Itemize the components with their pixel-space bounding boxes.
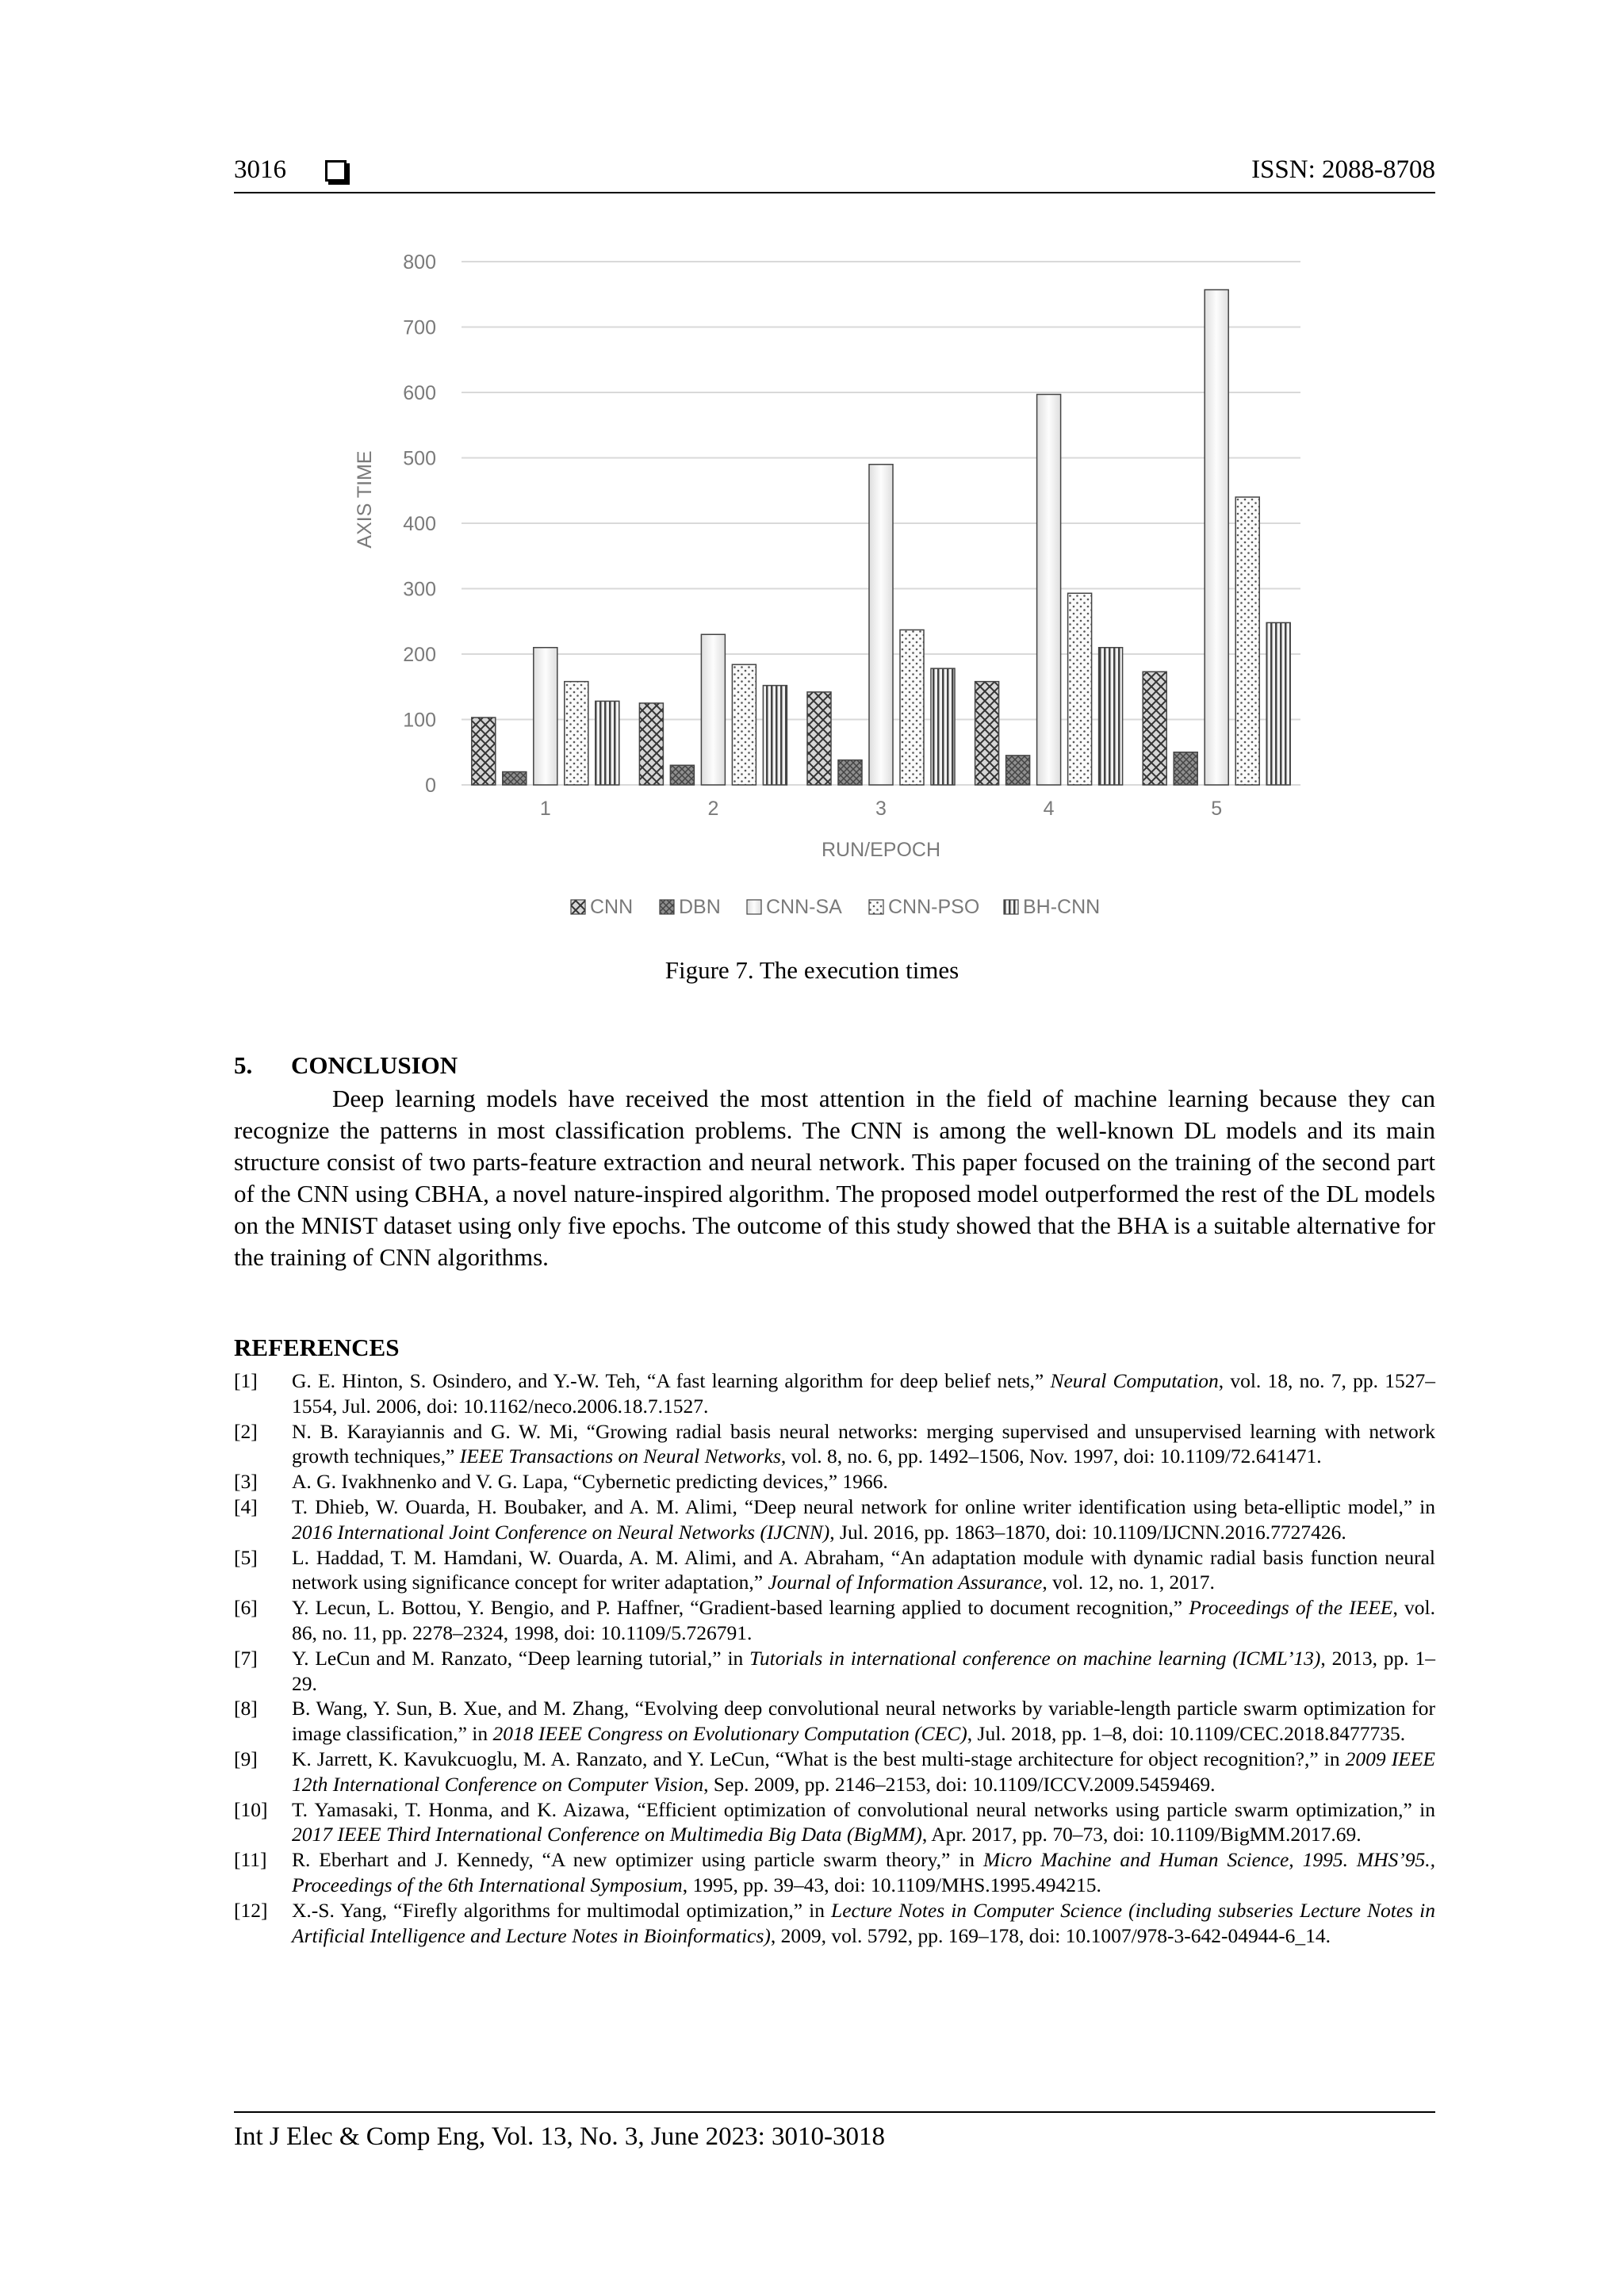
square-bullet-icon [325, 160, 347, 182]
bar-bh-cnn-2 [763, 686, 787, 785]
legend-swatch-cnn [571, 900, 585, 914]
bar-dbn-3 [838, 760, 862, 785]
bar-cnn-sa-1 [534, 648, 557, 785]
bar-cnn-sa-4 [1037, 394, 1061, 785]
legend-label: CNN-SA [766, 896, 842, 918]
reference-text: B. Wang, Y. Sun, B. Xue, and M. Zhang, “Evolving deep convolutional neural networks by variable-length particle swarm optimization for image classification,” in 2018 IEEE Congress on Evolutionary Computation (CEC), Jul. 2018, pp. 1–8, doi: 10.1109/CEC.2018.8477735. [292, 1697, 1435, 1746]
reference-text: N. B. Karayiannis and G. W. Mi, “Growing radial basis neural networks: merging supervised and unsupervised learning with network growth techniques,” IEEE Transactions on Neural Networks, vol. 8, no. 6, pp. 1492–1506, Nov. 1997, doi: 10.1109/72.641471. [292, 1419, 1435, 1468]
x-axis-label: RUN/EPOCH [821, 839, 941, 861]
page-number: 3016 [234, 155, 286, 184]
reference-text: G. E. Hinton, S. Osindero, and Y.-W. Teh, “A fast learning algorithm for deep belief nets,” Neural Computation, vol. 18, no. 7, pp. 1527–1554, Jul. 2006, doi: 10.1162/neco.2006.18.7.1527. [292, 1369, 1435, 1418]
bar-cnn-2 [639, 703, 663, 785]
legend-swatch-cnn-pso [869, 900, 883, 914]
x-tick-label: 4 [1043, 798, 1055, 820]
reference-text: Y. LeCun and M. Ranzato, “Deep learning tutorial,” in Tutorials in international conference on machine learning (ICML’13), 2013, pp. 1–29. [292, 1646, 1436, 1695]
reference-number: [2] [234, 1419, 258, 1443]
page-footer: Int J Elec & Comp Eng, Vol. 13, No. 3, June 2023: 3010-3018 [234, 2111, 1435, 2152]
x-tick-label: 1 [539, 798, 551, 820]
y-tick-label: 200 [403, 644, 436, 666]
reference-venue: 2018 IEEE Congress on Evolutionary Computation (CEC) [492, 1722, 967, 1746]
reference-text: T. Yamasaki, T. Honma, and K. Aizawa, “Efficient optimization of convolutional neural networks using particle swarm optimization,” in 2017 IEEE Third International Conference on Multimedia Big Data (BigMM), Apr. 2017, pp. 70–73, doi: 10.1109/BigMM.2017.69. [292, 1797, 1435, 1846]
bar-cnn-pso-4 [1068, 593, 1092, 785]
bar-bh-cnn-5 [1266, 622, 1290, 785]
bar-cnn-sa-2 [701, 634, 725, 785]
legend-label: DBN [679, 896, 721, 918]
y-tick-label: 500 [403, 447, 436, 470]
bar-cnn-pso-5 [1235, 497, 1259, 785]
reference-text: X.-S. Yang, “Firefly algorithms for multimodal optimization,” in Lecture Notes in Computer Science (including subseries Lecture Notes in Artificial Intelligence and Lecture Notes in Bioinformatics), 2009, vol. 5792, pp. 169–178, doi: 10.1007/978-3-642-04944-6_14. [292, 1898, 1435, 1947]
y-tick-label: 800 [403, 251, 436, 274]
reference-number: [1] [234, 1369, 258, 1392]
legend-swatch-cnn-sa [747, 900, 761, 914]
bar-cnn-pso-1 [565, 682, 588, 785]
y-tick-label: 700 [403, 316, 436, 339]
reference-number: [5] [234, 1545, 258, 1569]
bar-dbn-1 [503, 772, 527, 786]
bar-dbn-4 [1006, 756, 1030, 785]
reference-number: [6] [234, 1596, 258, 1620]
reference-venue: IEEE Transactions on Neural Networks [459, 1445, 781, 1468]
bar-bh-cnn-3 [931, 668, 955, 785]
references-list [234, 1368, 1435, 1948]
x-tick-label: 3 [875, 798, 887, 820]
reference-venue: 2009 IEEE 12th International Conference on Computer Vision [292, 1747, 1435, 1796]
figure-caption: Figure 7. The execution times [665, 956, 959, 984]
reference-number: [8] [234, 1697, 258, 1720]
legend-swatch-bh-cnn [1004, 900, 1018, 914]
reference-item [234, 1847, 1435, 1898]
reference-venue: Neural Computation [1050, 1369, 1219, 1392]
bar-cnn-1 [472, 718, 496, 785]
reference-item [234, 1797, 1435, 1848]
reference-item [234, 1469, 1435, 1494]
reference-item [234, 1898, 1435, 1949]
y-tick-label: 0 [425, 775, 436, 797]
reference-number: [4] [234, 1494, 258, 1518]
reference-item [234, 1595, 1435, 1646]
reference-item [234, 1545, 1435, 1596]
reference-item [234, 1646, 1435, 1697]
legend-label: BH-CNN [1023, 896, 1101, 918]
legend-swatch-dbn [660, 900, 674, 914]
legend-label: CNN-PSO [888, 896, 980, 918]
reference-number: [12] [234, 1898, 268, 1922]
bar-cnn-sa-3 [869, 465, 893, 785]
bar-cnn-4 [975, 682, 999, 785]
reference-venue: Micro Machine and Human Science, 1995. MHS’95., Proceedings of the 6th International Symposium [292, 1848, 1436, 1896]
conclusion-heading [234, 1051, 458, 1080]
section-title: CONCLUSION [291, 1051, 458, 1079]
reference-number: [11] [234, 1848, 267, 1872]
bar-cnn-3 [807, 692, 831, 785]
bar-cnn-pso-3 [900, 629, 924, 785]
bar-bh-cnn-4 [1099, 648, 1123, 785]
reference-text: Y. Lecun, L. Bottou, Y. Bengio, and P. Haffner, “Gradient-based learning applied to document recognition,” Proceedings of the IEEE, vol. 86, no. 11, pp. 2278–2324, 1998, doi: 10.1109/5.726791. [292, 1596, 1435, 1644]
reference-venue: Journal of Information Assurance [768, 1571, 1043, 1594]
reference-item [234, 1696, 1435, 1747]
reference-number: [7] [234, 1646, 258, 1670]
bar-dbn-5 [1174, 752, 1197, 785]
y-tick-label: 100 [403, 709, 436, 732]
issn: ISSN: 2088-8708 [1251, 155, 1435, 184]
bar-cnn-5 [1143, 672, 1166, 785]
legend-label: CNN [590, 896, 634, 918]
reference-venue: 2017 IEEE Third International Conference on Multimedia Big Data (BigMM) [292, 1823, 922, 1846]
bar-cnn-sa-5 [1205, 289, 1228, 785]
section-number: 5. [234, 1051, 253, 1079]
bar-bh-cnn-1 [596, 701, 619, 785]
reference-text: A. G. Ivakhnenko and V. G. Lapa, “Cybernetic predicting devices,” 1966. [292, 1470, 888, 1494]
reference-text: T. Dhieb, W. Ouarda, H. Boubaker, and A. M. Alimi, “Deep neural network for online writer identification using beta-elliptic model,” in 2016 International Joint Conference on Neural Networks (IJCNN), Jul. 2016, pp. 1863–1870, doi: 10.1109/IJCNN.2016.7727426. [292, 1494, 1435, 1544]
reference-venue: 2016 International Joint Conference on Neural Networks (IJCNN) [292, 1520, 830, 1544]
page-header [234, 152, 1435, 193]
reference-item [234, 1494, 1435, 1545]
reference-text: R. Eberhart and J. Kennedy, “A new optimizer using particle swarm theory,” in Micro Machine and Human Science, 1995. MHS’95., Proceedings of the 6th International Symposium, 1995, pp. 39–43, doi: 10.1109/MHS.1995.494215. [292, 1848, 1436, 1896]
reference-item [234, 1419, 1435, 1470]
reference-item [234, 1747, 1435, 1797]
y-tick-label: 300 [403, 578, 436, 601]
reference-venue: Proceedings of the IEEE [1189, 1596, 1393, 1620]
reference-text: L. Haddad, T. M. Hamdani, W. Ouarda, A. M. Alimi, and A. Abraham, “An adaptation module with dynamic radial basis function neural network using significance concept for writer adaptation,” Journal of Information Assurance, vol. 12, no. 1, 2017. [292, 1545, 1435, 1594]
y-axis-label: AXIS TIME [354, 450, 376, 549]
x-tick-label: 5 [1211, 798, 1223, 820]
reference-text: K. Jarrett, K. Kavukcuoglu, M. A. Ranzato, and Y. LeCun, “What is the best multi-stage architecture for object recognition?,” in 2009 IEEE 12th International Conference on Computer Vision, Sep. 2009, pp. 2146–2153, doi: 10.1109/ICCV.2009.5459469. [292, 1747, 1435, 1796]
bar-cnn-pso-2 [732, 664, 756, 785]
reference-number: [10] [234, 1797, 268, 1821]
reference-number: [9] [234, 1747, 258, 1770]
reference-venue: Tutorials in international conference on machine learning (ICML’13) [749, 1646, 1321, 1670]
references-heading: REFERENCES [234, 1334, 400, 1361]
bar-dbn-2 [670, 765, 694, 785]
conclusion-paragraph: Deep learning models have received the most attention in the field of machine learning because they can recognize the patterns in most classification problems. The CNN is among the well-known DL models and its main structure consist of two parts-feature extraction and neural network. This paper focused on the training of the second part of the CNN using CBHA, a novel nature-inspired algorithm. The proposed model outperformed the rest of the DL models on the MNIST dataset using only five epochs. The outcome of this study showed that the BHA is a suitable alternative for the training of CNN algorithms. [234, 1085, 1435, 1271]
execution-times-chart [333, 230, 1316, 936]
reference-number: [3] [234, 1470, 258, 1494]
y-tick-label: 600 [403, 382, 436, 404]
reference-item [234, 1368, 1435, 1419]
x-tick-label: 2 [707, 798, 719, 820]
reference-venue: Lecture Notes in Computer Science (including subseries Lecture Notes in Artificial Intelligence and Lecture Notes in Bioinformatics) [292, 1898, 1435, 1947]
y-tick-label: 400 [403, 513, 436, 535]
